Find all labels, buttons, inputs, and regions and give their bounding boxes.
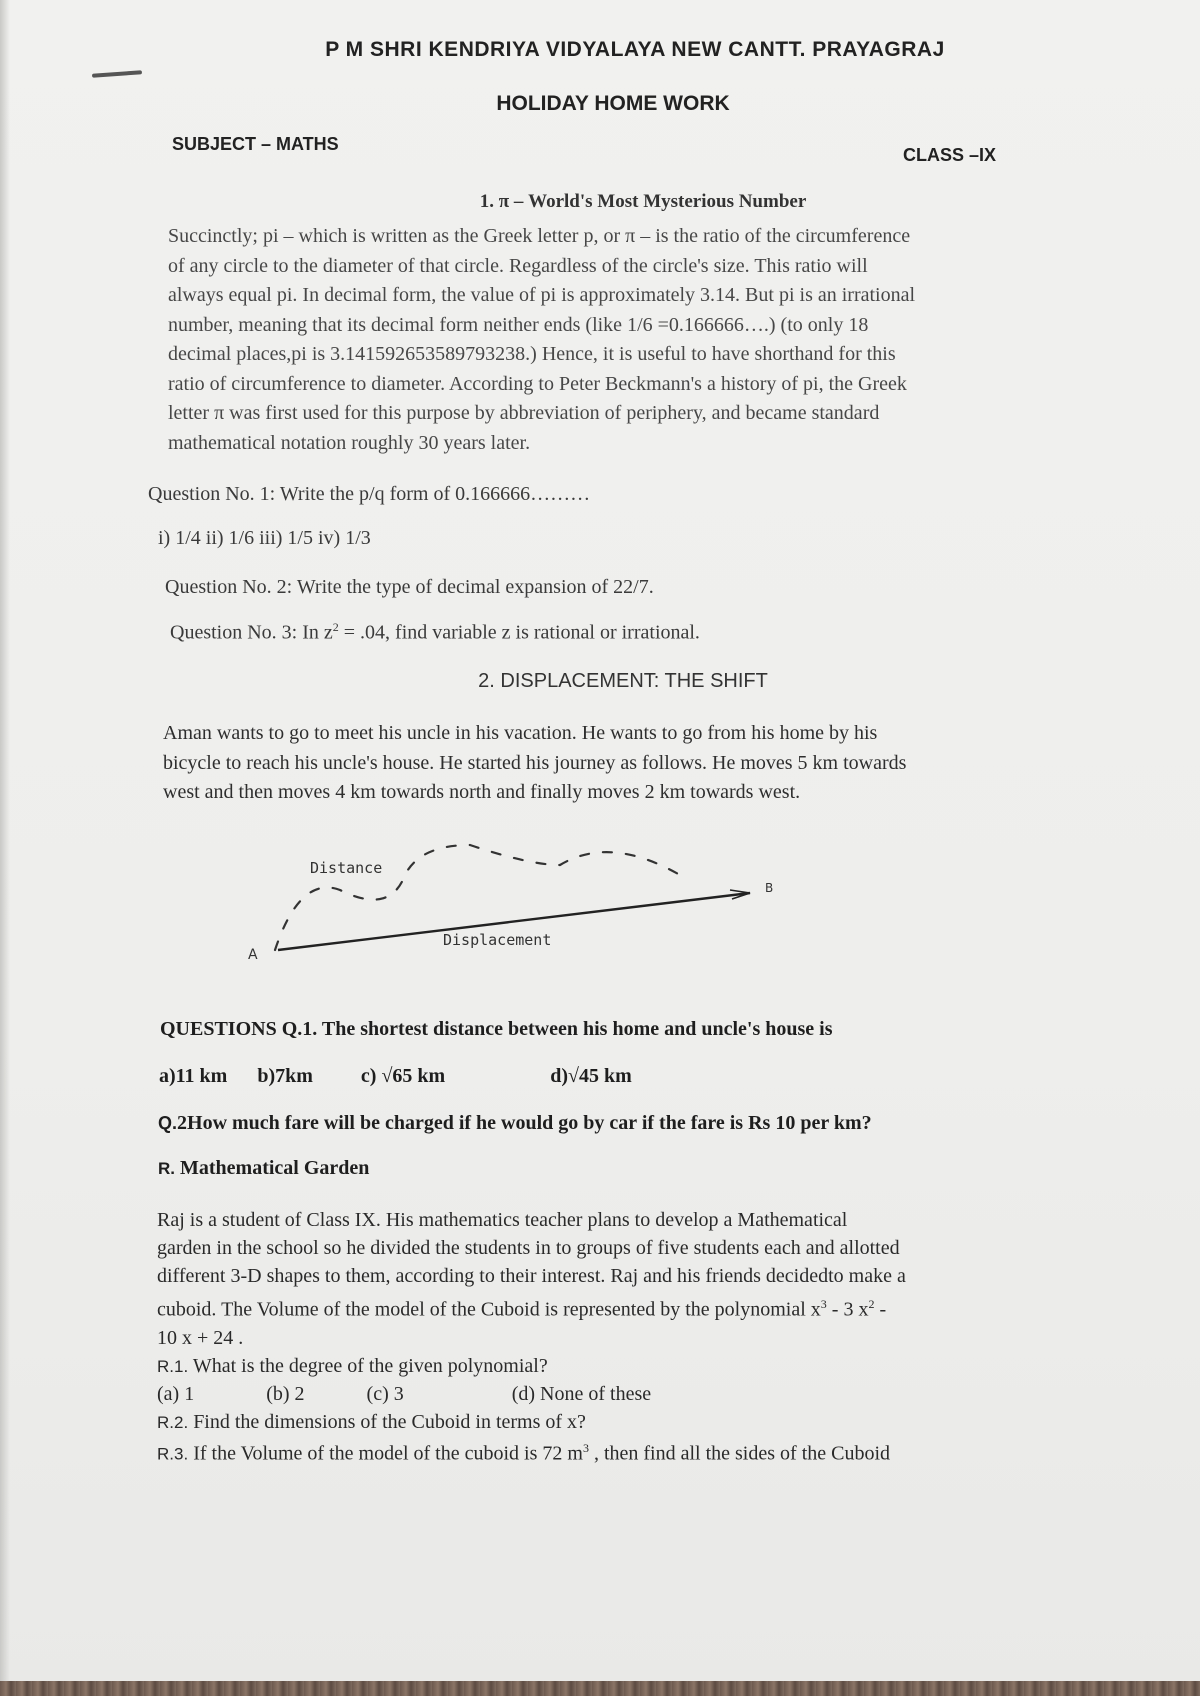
school-name: P M SHRI KENDRIYA VIDYALAYA NEW CANTT. PRAYAGRAJ xyxy=(325,38,945,61)
r2-question xyxy=(157,1411,586,1434)
question-2-prefix: Q. xyxy=(158,1113,178,1133)
r3-prefix: If the Volume of the model of the cuboid is 72 m xyxy=(188,1442,583,1465)
question-3-prefix: Question No. 3: In z xyxy=(170,621,333,644)
paragraph-line: mathematical notation roughly 30 years later. xyxy=(168,431,531,454)
paragraph-line: Raj is a student of Class IX. His mathematics teacher plans to develop a Mathematical xyxy=(157,1209,848,1231)
section2-title: 2. DISPLACEMENT: THE SHIFT xyxy=(478,670,768,692)
section1-title: 1. π – World's Most Mysterious Number xyxy=(479,191,807,212)
r1-option-b: (b) 2 xyxy=(266,1383,305,1405)
section1-paragraph xyxy=(168,222,915,458)
option-b: b)7km xyxy=(257,1065,313,1087)
displacement-question-2 xyxy=(158,1112,872,1135)
polynomial-line-end: 10 x + 24 . xyxy=(157,1326,244,1349)
paragraph-line: decimal places,pi is 3.141592653589793238.) Hence, it is useful to have shorthand for this xyxy=(168,343,896,365)
section3-title: Mathematical Garden xyxy=(180,1157,370,1179)
question-1-options: i) 1/4 ii) 1/6 iii) 1/5 iv) 1/3 xyxy=(158,527,371,549)
question-1: Question No. 1: Write the p/q form of 0.166666……… xyxy=(148,483,591,505)
exponent: 3 xyxy=(582,1441,589,1455)
question-2: Question No. 2: Write the type of decimal expansion of 22/7. xyxy=(165,576,654,598)
r1-option-a: (a) 1 xyxy=(157,1383,195,1405)
paragraph-line: always equal pi. In decimal form, the value of pi is approximately 3.14. But pi is an irrational xyxy=(168,284,916,306)
displacement-question-1: QUESTIONS Q.1. The shortest distance between his home and uncle's house is xyxy=(160,1018,833,1040)
polynomial-prefix: cuboid. The Volume of the model of the Cuboid is represented by the polynomial x xyxy=(157,1298,821,1321)
question-3-suffix: = .04, find variable z is rational or irrational. xyxy=(338,621,700,644)
paragraph-line: Succinctly; pi – which is written as the Greek letter p, or π – is the ratio of the circumference xyxy=(168,225,911,247)
r1-text: What is the degree of the given polynomial? xyxy=(188,1355,548,1377)
point-a-label: A xyxy=(248,947,258,963)
displacement-label: Displacement xyxy=(443,931,552,949)
option-d: d)√45 km xyxy=(550,1065,632,1087)
paragraph-line: bicycle to reach his uncle's house. He started his journey as follows. He moves 5 km towards xyxy=(163,751,907,774)
class-label: CLASS –IX xyxy=(903,145,997,165)
paragraph-line: of any circle to the diameter of that circle. Regardless of the circle's size. This ratio will xyxy=(168,254,868,277)
polynomial-line xyxy=(157,1290,906,1324)
page-title: HOLIDAY HOME WORK xyxy=(496,92,730,115)
paragraph-line: different 3-D shapes to them, according to their interest. Raj and his friends decidedto make a xyxy=(157,1265,906,1287)
r2-text: Find the dimensions of the Cuboid in terms of x? xyxy=(188,1411,586,1433)
paragraph-line: garden in the school so he divided the students in to groups of five students each and allotted xyxy=(157,1237,900,1259)
r1-label: R.1. xyxy=(157,1357,189,1376)
r1-option-c: (c) 3 xyxy=(366,1383,404,1405)
r1-question xyxy=(157,1355,548,1378)
paragraph-line: ratio of circumference to diameter. According to Peter Beckmann's a history of pi, the Greek xyxy=(168,372,907,395)
page-edge-shadow xyxy=(0,0,10,1696)
subject-label: SUBJECT – MATHS xyxy=(172,134,339,154)
paragraph-line: west and then moves 4 km towards north and finally moves 2 km towards west. xyxy=(163,781,801,803)
option-a: a)11 km xyxy=(159,1065,228,1087)
section3-heading xyxy=(158,1157,369,1180)
option-c: c) √65 km xyxy=(360,1065,446,1087)
r2-label: R.2. xyxy=(157,1413,189,1432)
paragraph-line: Aman wants to go to meet his uncle in his vacation. He wants to go from his home by his xyxy=(163,722,878,744)
section3-label: R. xyxy=(158,1159,175,1178)
r1-options xyxy=(157,1383,651,1406)
question-3 xyxy=(170,620,700,645)
r1-option-d: (d) None of these xyxy=(511,1383,652,1405)
paragraph-line: number, meaning that its decimal form neither ends (like 1/6 =0.166666….) (to only 18 xyxy=(168,313,869,336)
exponent: 2 xyxy=(868,1297,875,1311)
pen-mark xyxy=(92,70,142,77)
question-2-text: 2How much fare will be charged if he would go by car if the fare is Rs 10 per km? xyxy=(177,1112,872,1134)
polynomial-mid: - 3 x xyxy=(826,1298,869,1321)
point-b-label: B xyxy=(765,881,774,895)
displacement-diagram xyxy=(230,835,830,970)
r3-label: R.3. xyxy=(157,1444,189,1464)
distance-label: Distance xyxy=(310,859,383,877)
question-3-exponent: 2 xyxy=(332,620,339,634)
polynomial-suffix: - xyxy=(874,1298,887,1321)
bottom-edge-strip xyxy=(0,1681,1200,1696)
section2-paragraph xyxy=(163,719,906,808)
paragraph-line: letter π was first used for this purpose by abbreviation of periphery, and became standard xyxy=(168,402,880,424)
displacement-options xyxy=(159,1065,632,1088)
exponent: 3 xyxy=(820,1297,827,1311)
r3-suffix: , then find all the sides of the Cuboid xyxy=(588,1442,891,1465)
section3-paragraph xyxy=(157,1206,906,1352)
r3-question xyxy=(157,1441,890,1466)
